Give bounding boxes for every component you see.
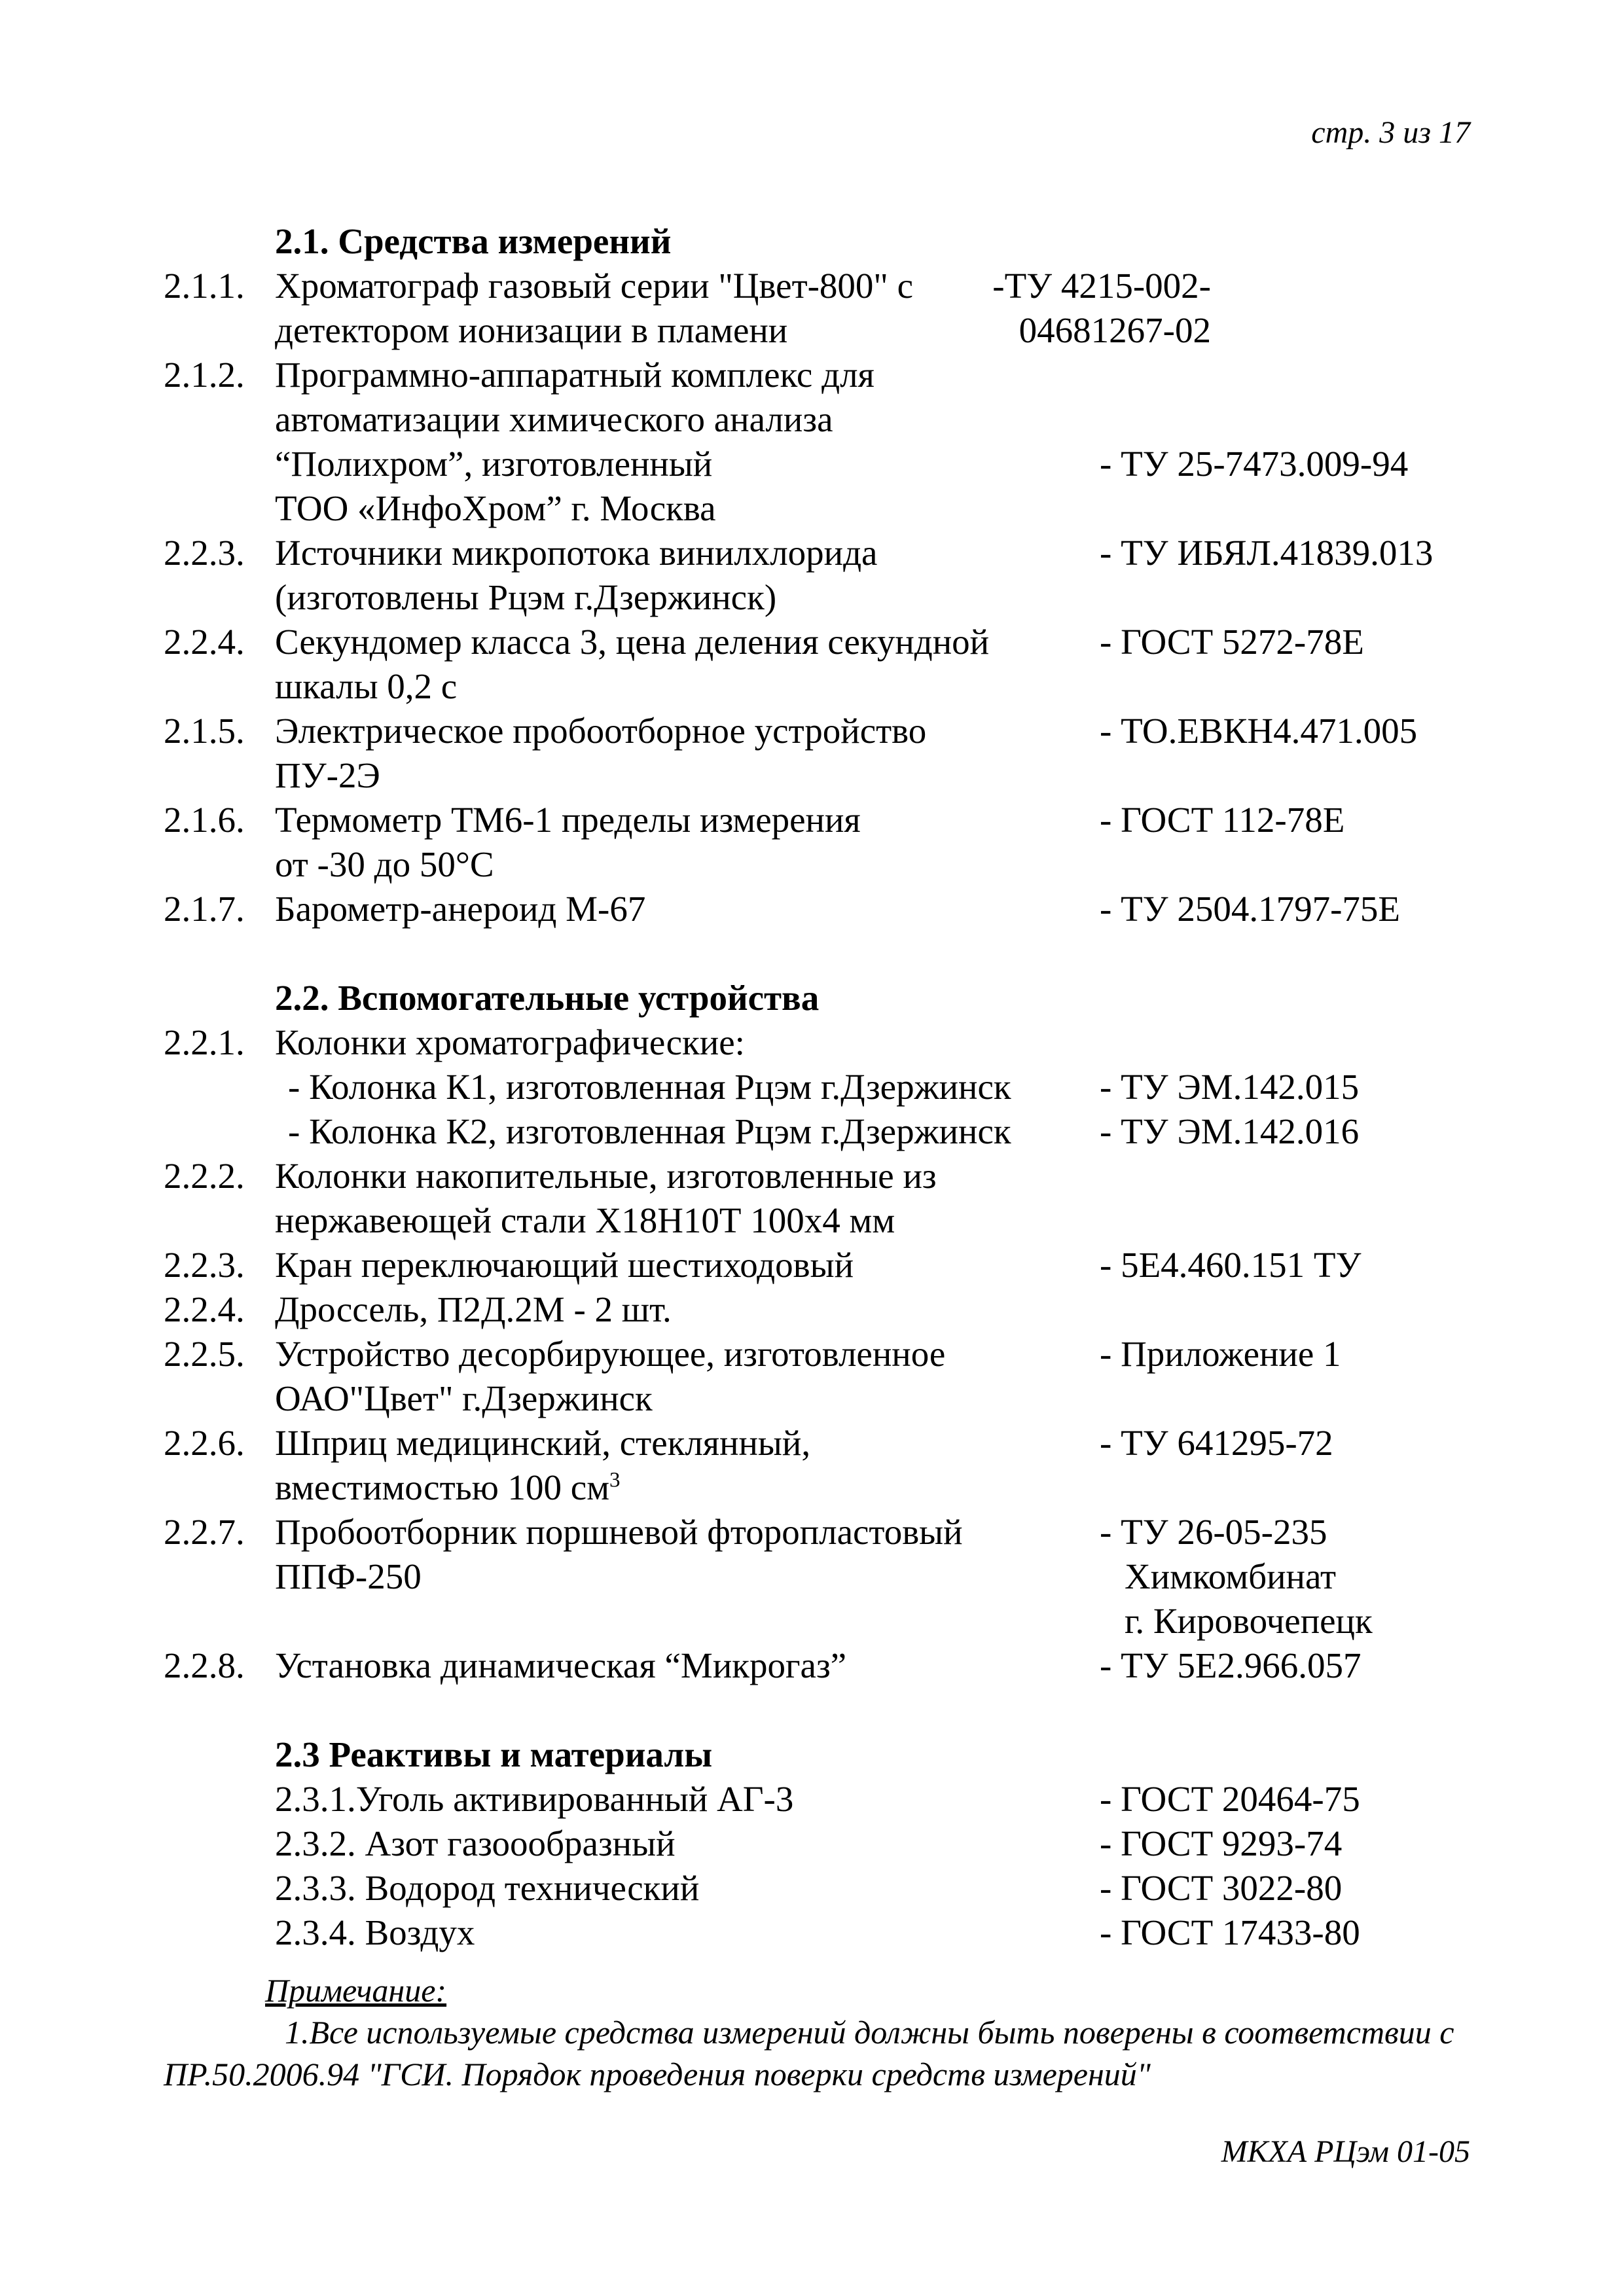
item-desc-line: 2.3.1.Уголь активированный АГ-3 [275,1779,794,1819]
item-reference-line: - ГОСТ 3022-80 [1100,1868,1343,1908]
item-reference-line: - ТУ 26-05-235 [1100,1512,1327,1552]
item-reference-line: - ТУ 641295-72 [1100,1423,1333,1463]
item-description [275,1020,1100,1154]
item-reference [1100,620,1479,664]
list-item-2-2-2 [164,1154,1479,1243]
item-description [275,353,1100,531]
document-content [164,219,1479,2095]
item-description [275,1821,1100,1866]
list-item-2-2-1 [164,1020,1479,1154]
page-number: стр. 3 из 17 [1311,115,1470,150]
item-reference-line: - ТУ 2504.1797-75Е [1100,889,1401,929]
item-desc-line: 2.3.3. Водород технический [275,1868,700,1908]
item-desc-line: Шприц медицинский, стеклянный, [275,1423,811,1463]
item-reference-line: - ГОСТ 9293-74 [1100,1823,1343,1863]
item-description [275,1243,1100,1287]
item-reference-line: - ТУ 5Е2.966.057 [1100,1645,1362,1685]
list-item-2-2-3b [164,1243,1479,1287]
item-description [275,1777,1100,1821]
item-number: 2.2.8. [164,1645,245,1685]
item-reference-line: - ТУ ЭМ.142.015 [1100,1067,1360,1107]
item-reference-line: - ГОСТ 5272-78Е [1100,622,1364,662]
item-desc-line: Кран переключающий шестиходовый [275,1245,854,1285]
item-desc-line: - Колонка К2, изготовленная Рцэм г.Дзержинск [288,1111,1011,1151]
item-desc-line: Термометр ТМ6-1 пределы измерения [275,800,861,840]
item-desc-line: Электрическое пробоотборное устройство [275,711,927,751]
item-desc-line: Колонки накопительные, изготовленные из [275,1156,937,1196]
item-desc-line: Устройство десорбирующее, изготовленное [275,1334,946,1374]
list-item-2-2-5 [164,1332,1479,1421]
note-block [164,1969,1479,2095]
item-desc-line: “Полихром”, изготовленный [275,444,713,484]
item-description [275,531,1100,620]
item-number: 2.2.3. [164,533,245,573]
list-item-2-1-2 [164,353,1479,531]
item-reference [1100,353,1479,486]
item-desc-line: от -30 до 50°С [275,844,494,884]
section-title-2-2: 2.2. Вспомогательные устройства [275,978,820,1018]
list-item-2-3-1 [164,1777,1479,1821]
item-number: 2.2.6. [164,1423,245,1463]
item-reference [1100,1910,1479,1955]
note-title: Примечание: [265,1972,447,2009]
item-number: 2.2.3. [164,1245,245,1285]
item-desc-line: детектором ионизации в пламени [275,310,788,350]
item-desc-line: (изготовлены Рцэм г.Дзержинск) [275,577,777,617]
section-title-2-1: 2.1. Средства измерений [275,221,672,261]
item-reference-line: г. Кировочепецк [1125,1601,1373,1641]
item-number: 2.2.2. [164,1156,245,1196]
item-desc-line: автоматизации химического анализа [275,399,833,439]
item-reference [1100,1243,1479,1287]
item-reference-line: - ТУ 25-7473.009-94 [1100,444,1409,484]
item-reference [1100,1643,1479,1688]
item-desc-line: ТОО «ИнфоХром” г. Москва [275,488,716,528]
item-reference [1100,1421,1479,1465]
item-reference [1100,1332,1479,1376]
item-description [275,620,1100,709]
item-number: 2.1.1. [164,266,245,306]
item-description [275,1643,1100,1688]
item-description [275,1154,1100,1243]
item-reference [1100,709,1479,753]
item-desc-line: шкалы 0,2 с [275,666,458,706]
list-item-2-2-4b [164,1287,1479,1332]
item-description [275,1910,1100,1955]
item-reference [1100,1510,1479,1643]
item-reference [1100,1020,1479,1154]
list-item-2-1-6 [164,798,1479,887]
item-description [275,264,1211,353]
item-desc-line: Колонки хроматографические: [275,1022,745,1062]
item-reference-line: - ГОСТ 20464-75 [1100,1779,1360,1819]
item-desc-line: нержавеющей стали Х18Н10Т 100х4 мм [275,1200,895,1240]
list-item-2-3-4 [164,1910,1479,1955]
item-reference-line: - ГОСТ 17433-80 [1100,1912,1360,1952]
item-number: 2.1.5. [164,711,245,751]
item-reference: -ТУ 4215-002- [992,266,1211,306]
item-number: 2.1.2. [164,355,245,395]
item-desc-line: ПУ-2Э [275,755,380,795]
item-reference [1100,531,1479,575]
item-desc-line: вместимостью 100 см [275,1467,610,1507]
list-item-2-2-3 [164,531,1479,620]
note-text: 1.Все используемые средства измерений должны быть поверены в соответствии с ПР.50.2006.94 "ГСИ. Порядок проведения поверки средств измерений" [164,2014,1454,2092]
item-desc-line: Пробоотборник поршневой фторопластовый [275,1512,963,1552]
item-reference [1100,798,1479,842]
item-number: 2.1.7. [164,889,245,929]
item-description [275,887,1100,931]
item-number: 2.2.5. [164,1334,245,1374]
item-desc-line-wrap [275,1465,1100,1510]
item-desc-line: Установка динамическая “Микрогаз” [275,1645,847,1685]
list-item-2-2-7 [164,1510,1479,1643]
item-description [275,1866,1100,1910]
item-description [275,709,1100,798]
item-desc-line-wrap [275,264,1211,308]
item-description [275,1287,1100,1332]
list-item-2-1-7 [164,887,1479,931]
list-item-2-2-6 [164,1421,1479,1510]
document-code: МКХА РЦэм 01-05 [1221,2134,1470,2169]
item-desc-line-wrap [275,308,1211,353]
item-reference-line: - Приложение 1 [1100,1334,1341,1374]
item-reference: 04681267-02 [1019,310,1211,350]
superscript-3: 3 [609,1468,621,1492]
item-desc-line: - Колонка К1, изготовленная Рцэм г.Дзержинск [288,1067,1011,1107]
item-reference-line: - 5Е4.460.151 ТУ [1100,1245,1362,1285]
item-desc-line: Источники микропотока винилхлорида [275,533,878,573]
item-reference-line: - ГОСТ 112-78Е [1100,800,1345,840]
item-number: 2.1.6. [164,800,245,840]
item-desc-line: Хроматограф газовый серии "Цвет-800" с [275,266,914,306]
item-desc-line: ППФ-250 [275,1556,422,1596]
item-description [275,1421,1100,1510]
item-desc-line: 2.3.2. Азот газоообразный [275,1823,676,1863]
item-reference-line: - ТО.ЕВКН4.471.005 [1100,711,1418,751]
item-desc-line: 2.3.4. Воздух [275,1912,475,1952]
item-reference [1100,887,1479,931]
list-item-2-2-4 [164,620,1479,709]
item-description [275,798,1100,887]
list-item-2-3-2 [164,1821,1479,1866]
list-item-2-1-5 [164,709,1479,798]
list-item-2-2-8 [164,1643,1479,1688]
item-description [275,1332,1100,1421]
item-desc-line: Барометр-анероид М-67 [275,889,646,929]
item-number: 2.2.4. [164,622,245,662]
item-desc-line: ОАО"Цвет" г.Дзержинск [275,1378,653,1418]
item-reference-line: - ТУ ЭМ.142.016 [1100,1111,1360,1151]
item-desc-line: Секундомер класса 3, цена деления секундной [275,622,990,662]
item-number: 2.2.7. [164,1512,245,1552]
item-number: 2.2.1. [164,1022,245,1062]
item-desc-line: Программно-аппаратный комплекс для [275,355,875,395]
item-reference [1100,1777,1479,1821]
item-reference-line: Химкомбинат [1125,1556,1337,1596]
item-reference-line: - ТУ ИБЯЛ.41839.013 [1100,533,1434,573]
item-reference [1100,1866,1479,1910]
item-number: 2.2.4. [164,1289,245,1329]
item-description [275,1510,1100,1643]
list-item-2-3-3 [164,1866,1479,1910]
item-desc-line: Дроссель, П2Д.2М - 2 шт. [275,1289,672,1329]
list-item-2-1-1 [164,264,1479,353]
item-reference [1100,1821,1479,1866]
section-title-2-3: 2.3 Реактивы и материалы [275,1734,713,1774]
